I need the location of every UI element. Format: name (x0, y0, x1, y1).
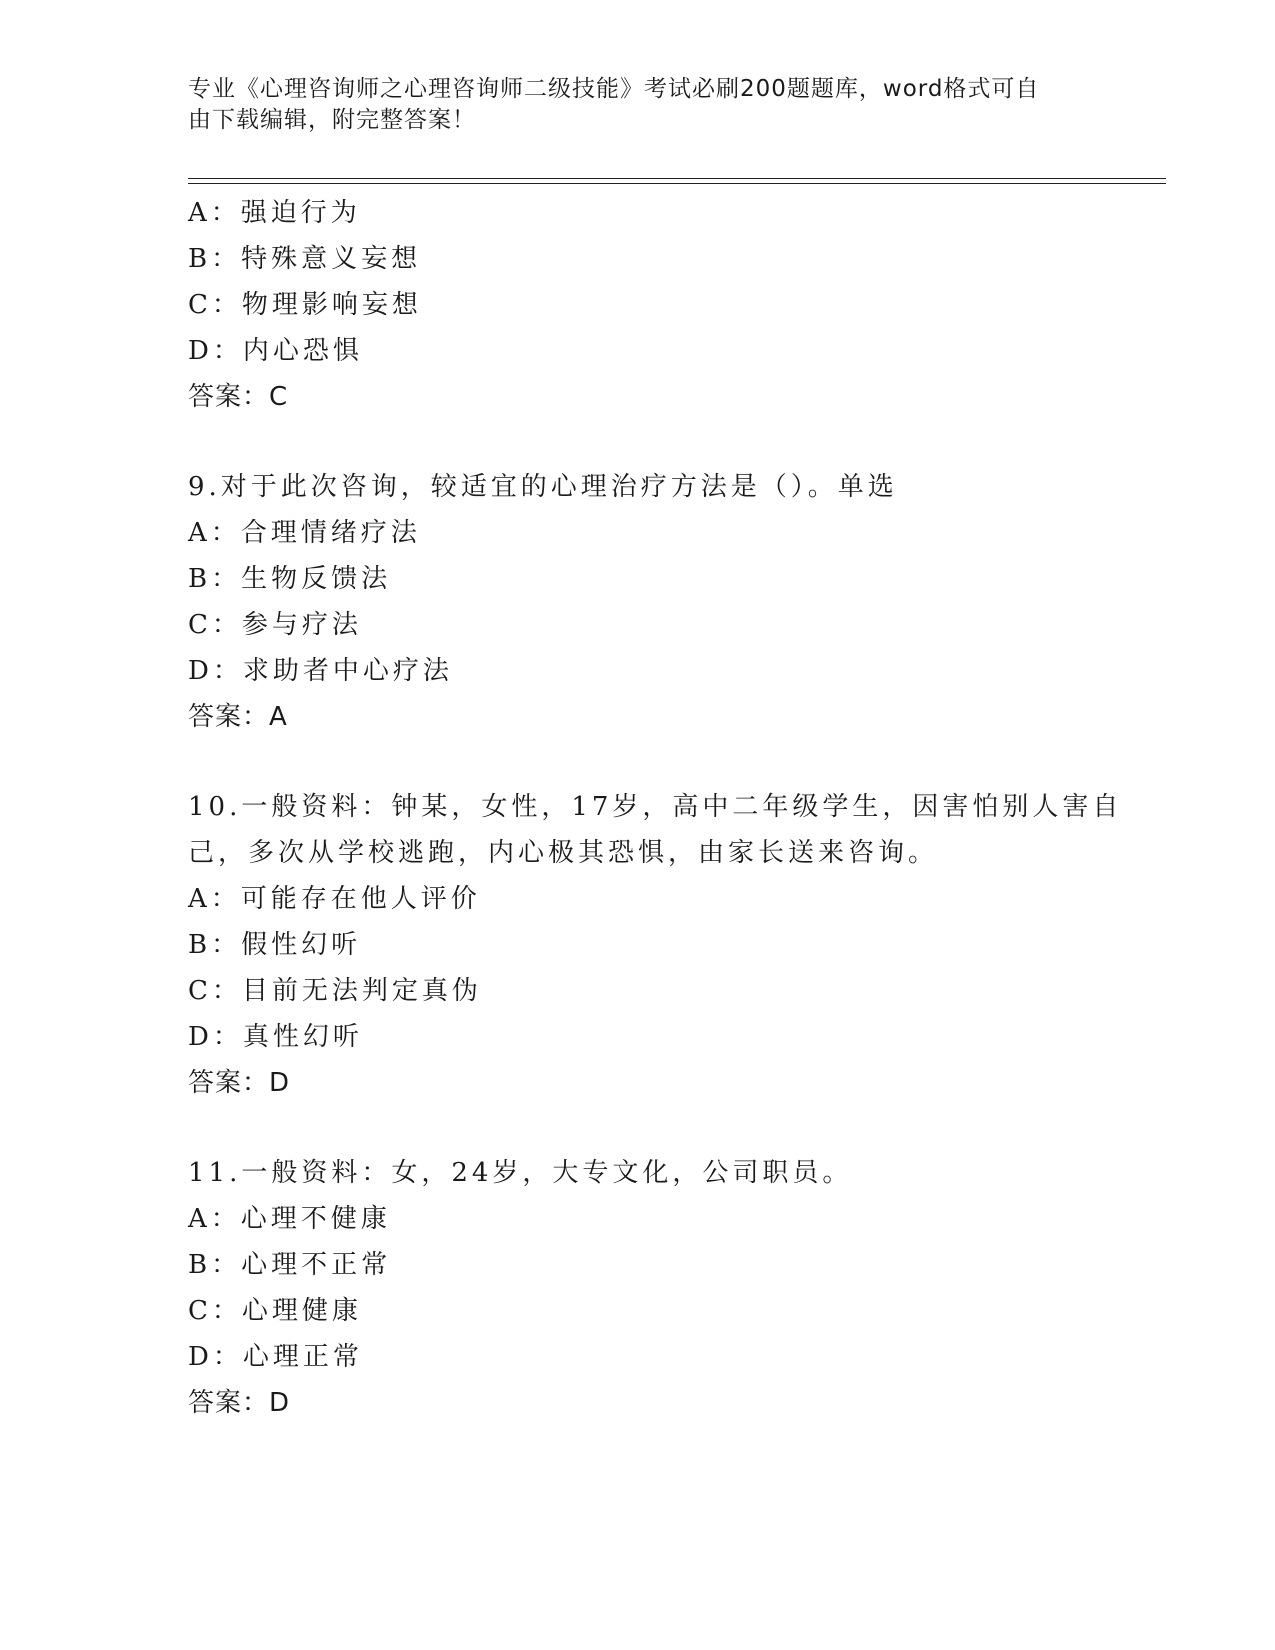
option-a: A：合理情绪疗法 (188, 518, 421, 548)
spacer (188, 1106, 1148, 1150)
spacer (188, 740, 1148, 784)
option-d: D：求助者中心疗法 (188, 656, 453, 686)
answer: 答案：D (188, 1388, 291, 1418)
question-9 (188, 464, 1148, 740)
answer: 答案：C (188, 382, 289, 412)
option-b: B：假性幻听 (188, 930, 362, 960)
question-stem-line-2: 己，多次从学校逃跑，内心极其恐惧，由家长送来咨询。 (188, 838, 939, 868)
question-11 (188, 1150, 1148, 1426)
option-a: A：心理不健康 (188, 1204, 391, 1234)
option-c: C：目前无法判定真伪 (188, 976, 482, 1006)
question-list (188, 190, 1148, 1426)
option-d: D：内心恐惧 (188, 336, 363, 366)
answer: 答案：D (188, 1068, 291, 1098)
answer: 答案：A (188, 702, 288, 732)
option-c: C：参与疗法 (188, 610, 362, 640)
option-a: A：强迫行为 (188, 198, 361, 228)
option-d: D：真性幻听 (188, 1022, 363, 1052)
header-divider-bottom (188, 183, 1166, 184)
question-stem-line-1: 10.一般资料：钟某，女性，17岁，高中二年级学生，因害怕别人害自 (188, 792, 1123, 822)
option-b: B：心理不正常 (188, 1250, 392, 1280)
spacer (188, 420, 1148, 464)
header-divider-top (188, 178, 1166, 179)
option-c: C：心理健康 (188, 1296, 362, 1326)
option-b: B：生物反馈法 (188, 564, 392, 594)
option-b: B：特殊意义妄想 (188, 244, 422, 274)
option-a: A：可能存在他人评价 (188, 884, 481, 914)
option-d: D：心理正常 (188, 1342, 363, 1372)
header-line-1: 专业《心理咨询师之心理咨询师二级技能》考试必刷200题题库，word格式可自 (188, 76, 1040, 102)
question-stem: 9.对于此次咨询，较适宜的心理治疗方法是（）。单选 (188, 472, 898, 502)
option-c: C：物理影响妄想 (188, 290, 422, 320)
question-8 (188, 190, 1148, 420)
question-10 (188, 784, 1148, 1106)
document-header (188, 74, 1068, 136)
question-stem: 11.一般资料：女，24岁，大专文化，公司职员。 (188, 1158, 853, 1188)
header-line-2: 由下载编辑，附完整答案！ (188, 107, 476, 133)
